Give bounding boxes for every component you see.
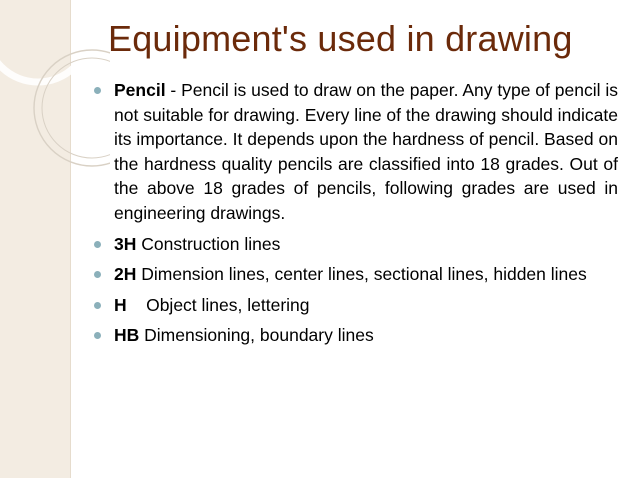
bullet-dot-icon (94, 332, 101, 339)
bullet-item-h (94, 293, 618, 318)
bullet-text: Construction lines (136, 233, 281, 254)
bullet-dot-icon (94, 302, 101, 309)
bullet-item-pencil (94, 78, 618, 226)
bullet-term: 3H (114, 233, 137, 254)
bullet-item-3h (94, 232, 618, 257)
bullet-dot-icon (94, 271, 101, 278)
bullet-term: H (114, 294, 127, 315)
bullet-dot-icon (94, 87, 101, 94)
bullet-term: 2H (114, 264, 137, 285)
bullet-term: HB (114, 325, 140, 346)
bullet-item-hb (94, 323, 618, 348)
bullet-list (94, 78, 618, 354)
slide-title: Equipment's used in drawing (108, 18, 573, 59)
bullet-text: Object lines, lettering (126, 294, 310, 315)
bullet-dot-icon (94, 241, 101, 248)
bullet-term: Pencil (114, 80, 166, 100)
bullet-item-2h (94, 262, 618, 287)
bullet-text: - Pencil is used to draw on the paper. Any type of pencil is not suitable for drawing. Every line of the drawing should indicate its importance. It depends upon the hardness of pencil. Based on the hardness quality pencils are classified into 18 grades. Out of the above 18 grades of pencils, following grades are used in engineering drawings. (114, 80, 618, 223)
bullet-text: Dimension lines, center lines, sectional lines, hidden lines (136, 264, 587, 285)
bullet-text: Dimensioning, boundary lines (139, 325, 374, 346)
